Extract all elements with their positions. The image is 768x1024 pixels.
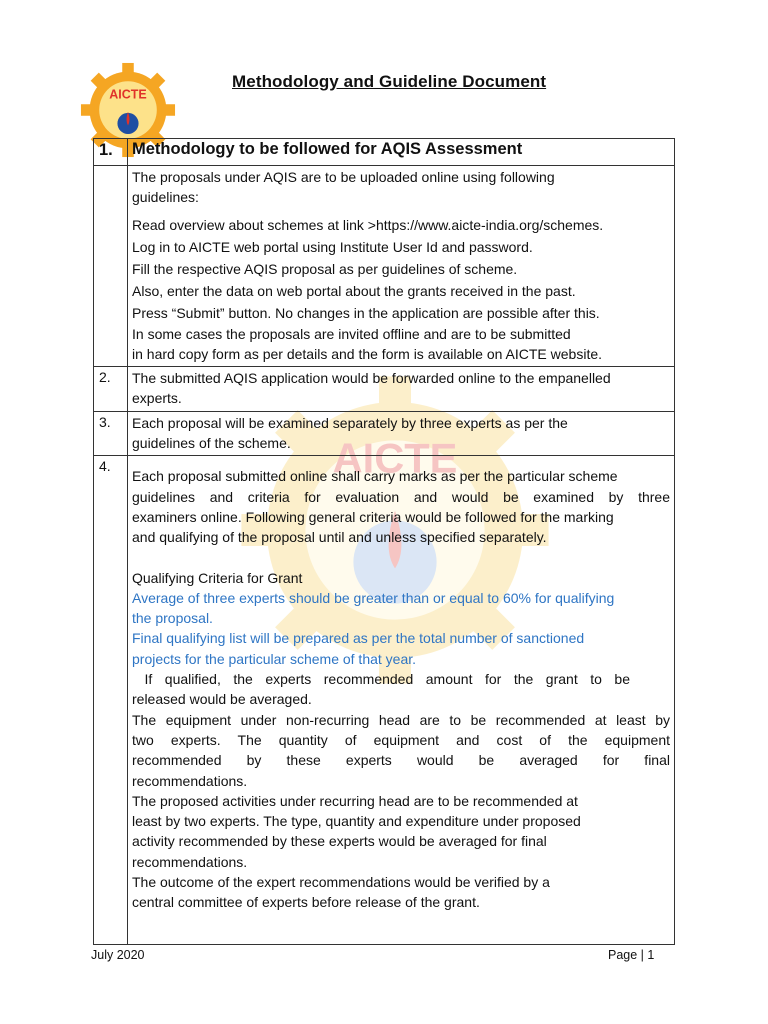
- table-row: 2. The submitted AQIS application would be forwarded online to the empanelled experts.: [94, 367, 675, 412]
- table-row: The proposals under AQIS are to be uploaded online using following guidelines: Read overview about schemes at link >https://www.aicte-india.org/schemes. Log in to AICTE web portal using Institute User Id and password. Fill the respective AQIS proposal as per guidelines of scheme. Also, enter the data on web portal about the grants received in the past. Press “Submit” button. No changes in the application are possible after this. In some cases the proposals are invited offline and are to be submitted in hard copy form as per details and the form is available on AICTE website.: [94, 166, 675, 367]
- methodology-table: [93, 138, 675, 945]
- table-row: 4. Each proposal submitted online shall carry marks as per the particular scheme guidelines and criteria for evaluation and would be examined by three examiners online. Following general criteria would be followed for the marking and qualifying of the proposal until and unless specified separately. Qualifying Criteria for Grant Average of three experts should be greater than or equal to 60% for qualifying the proposal. Final qualifying list will be prepared as per the total number of sanctioned projects for the particular scheme of that year. If qualified, the experts recommended amount for the grant to be released would be averaged. The equipment under non-recurring head are to be recommended at least by two experts. The quantity of equipment and cost of the equipment recommended by these experts would be averaged for final recommendations. The proposed activities under recurring head are to be recommended at least by two experts. The type, quantity and expenditure under proposed activity recommended by these experts would be averaged for final recommendations. The outcome of the expert recommendations would be verified by a central committee of experts before release of the grant.: [94, 456, 675, 945]
- section-heading: Methodology to be followed for AQIS Assessment: [128, 139, 675, 166]
- section-number: 1.: [94, 139, 128, 166]
- schemes-link-step: Read overview about schemes at link >https://www.aicte-india.org/schemes.: [132, 216, 604, 233]
- svg-text:AICTE: AICTE: [109, 87, 147, 102]
- table-row: 3. Each proposal will be examined separately by three experts as per the guidelines of the scheme.: [94, 411, 675, 456]
- document-title: Methodology and Guideline Document: [232, 72, 547, 91]
- footer-date: July 2020: [91, 948, 145, 962]
- footer-page-number: Page | 1: [608, 948, 655, 962]
- table-header-row: [94, 139, 675, 166]
- criteria-heading: Qualifying Criteria for Grant: [132, 569, 303, 586]
- svg-text:AICTE: AICTE: [332, 434, 458, 482]
